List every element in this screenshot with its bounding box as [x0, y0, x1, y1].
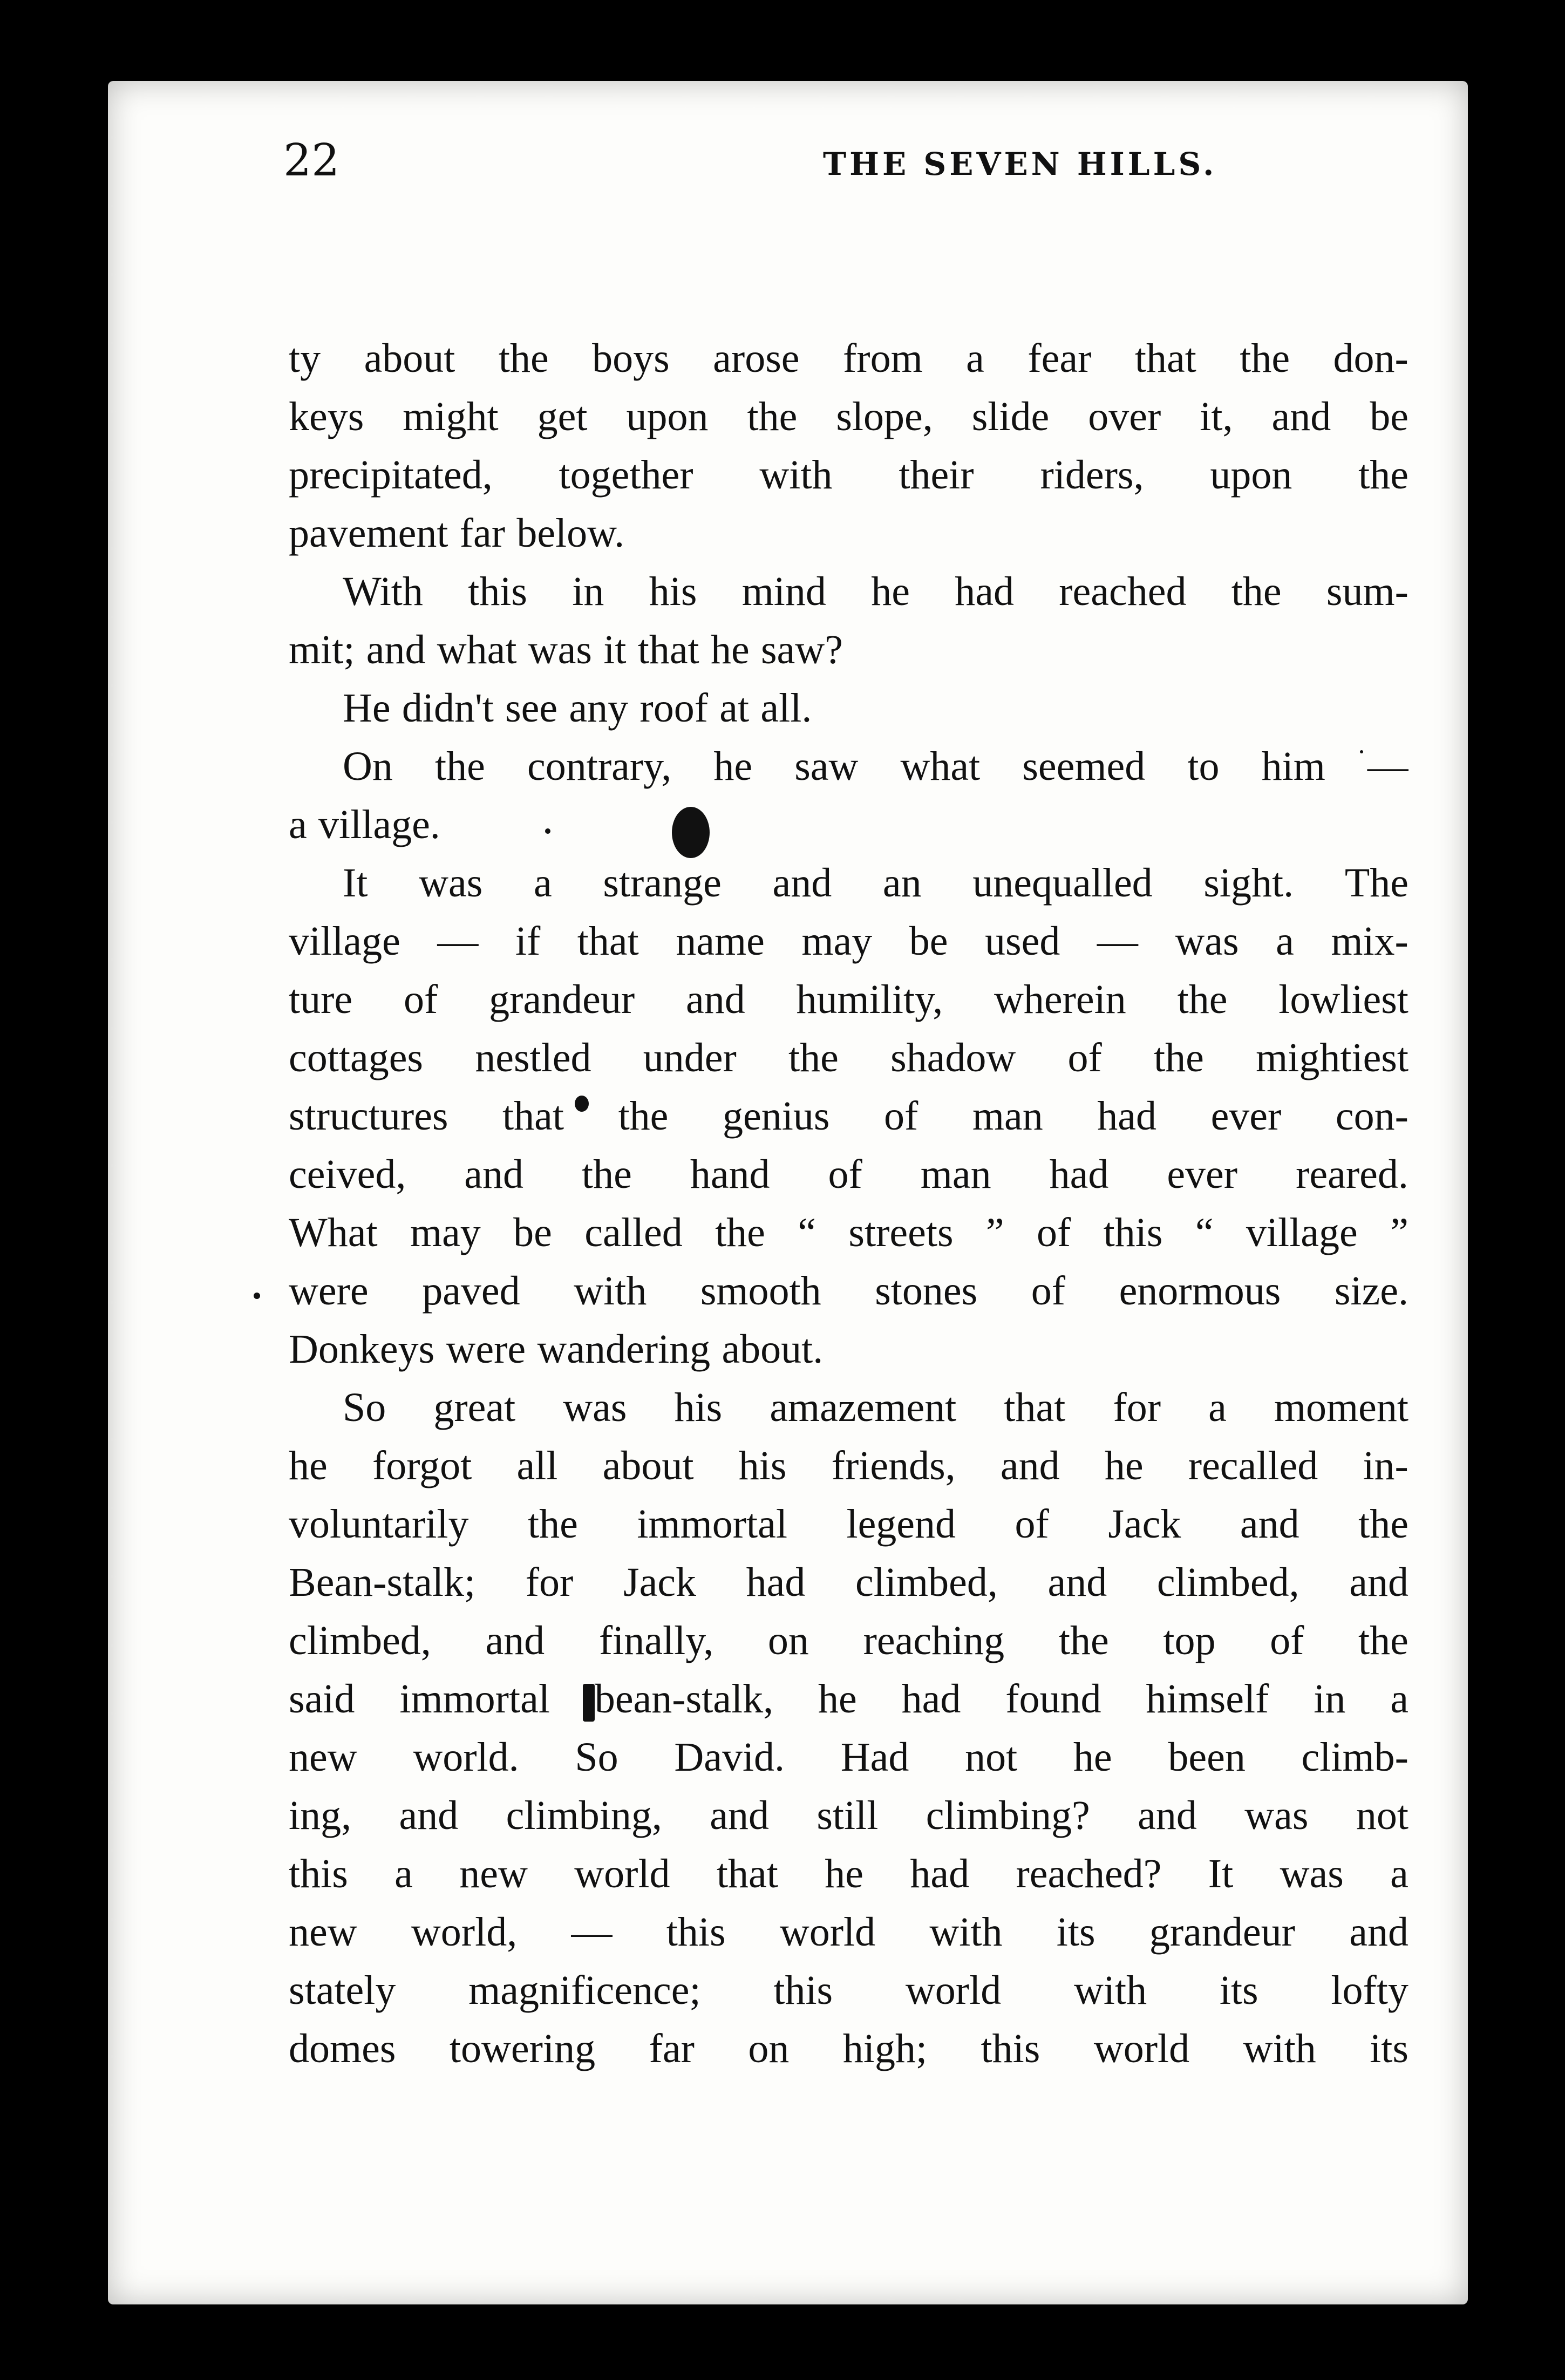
text-line: pavement far below. [289, 511, 625, 556]
page-header [175, 135, 1417, 200]
text-line: What may be called the “ streets ” of this “ village ” [289, 1210, 1408, 1255]
body-text [289, 329, 1408, 2078]
text-line: he forgot all about his friends, and he recalled in- [289, 1443, 1408, 1488]
ink-blot [583, 1684, 595, 1722]
text-line: Donkeys were wandering about. [289, 1327, 824, 1372]
text-line: stately magnificence; this world with its lofty [289, 1968, 1408, 2013]
text-line: a village. [289, 802, 440, 847]
ink-blot [575, 1096, 589, 1112]
text-line: mit; and what was it that he saw? [289, 627, 843, 672]
text-line: voluntarily the immortal legend of Jack and the [289, 1501, 1408, 1547]
text-line: new world, — this world with its grandeur and [289, 1909, 1408, 1955]
text-line: new world. So David. Had not he been climb- [289, 1735, 1408, 1780]
text-line: climbed, and finally, on reaching the top of the [289, 1618, 1408, 1663]
text-line: domes towering far on high; this world with its [289, 2026, 1408, 2071]
ink-speck [1360, 750, 1363, 753]
text-line: keys might get upon the slope, slide over it, and be [289, 394, 1408, 439]
text-line: this a new world that he had reached? It was a [289, 1851, 1408, 1896]
text-line: structures that the genius of man had ever con- [289, 1093, 1408, 1139]
text-line: ing, and climbing, and still climbing? and was not [289, 1793, 1408, 1838]
ink-speck [254, 1293, 260, 1299]
text-line: Bean-stalk; for Jack had climbed, and climbed, and [289, 1560, 1408, 1605]
ink-blot [672, 807, 710, 858]
text-line: cottages nestled under the shadow of the mightiest [289, 1035, 1408, 1080]
text-line: He didn't see any roof at all. [343, 685, 812, 731]
text-line: village — if that name may be used — was a mix- [289, 919, 1408, 964]
text-line: were paved with smooth stones of enormous size. [289, 1268, 1408, 1314]
text-line: said immortal bean-stalk, he had found himself in a [289, 1676, 1408, 1722]
page-number: 22 [283, 135, 340, 186]
text-line: ty about the boys arose from a fear that the don- [289, 336, 1408, 381]
text-line: On the contrary, he saw what seemed to him — [343, 744, 1408, 789]
text-line: precipitated, together with their riders, upon the [289, 452, 1408, 498]
text-line: ture of grandeur and humility, wherein the lowliest [289, 977, 1408, 1022]
running-title: THE SEVEN HILLS. [823, 146, 1217, 182]
text-line: With this in his mind he had reached the sum- [343, 569, 1408, 614]
text-line: ceived, and the hand of man had ever reared. [289, 1152, 1408, 1197]
text-line: So great was his amazement that for a moment [343, 1385, 1408, 1430]
ink-speck [545, 828, 550, 834]
text-line: It was a strange and an unequalled sight. The [343, 860, 1408, 906]
